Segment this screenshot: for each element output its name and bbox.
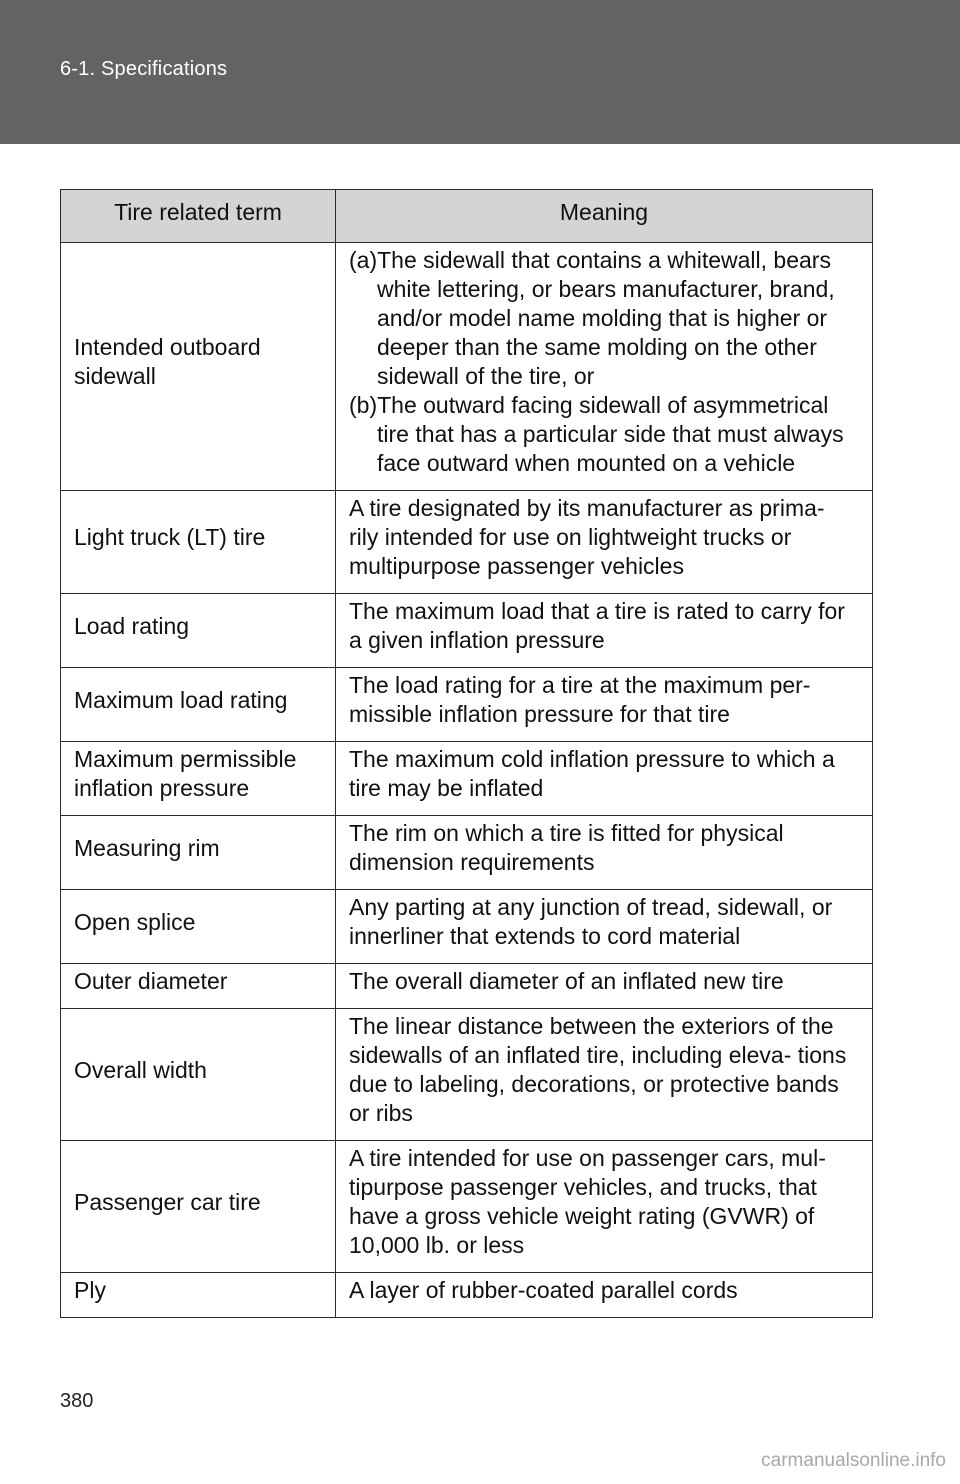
term-cell: Intended outboard sidewall xyxy=(61,243,336,491)
term-cell: Outer diameter xyxy=(61,964,336,1009)
column-header-meaning: Meaning xyxy=(336,190,873,243)
table-header-row xyxy=(61,190,873,243)
meaning-cell: The overall diameter of an inflated new tire xyxy=(336,964,873,1009)
header-bar xyxy=(0,0,960,144)
meaning-cell: The maximum load that a tire is rated to carry for a given inflation pressure xyxy=(336,594,873,668)
table-row xyxy=(61,1273,873,1318)
term-cell: Maximum permissible inflation pressure xyxy=(61,742,336,816)
table-row xyxy=(61,890,873,964)
tire-terms-table xyxy=(60,189,873,1318)
meaning-cell: The load rating for a tire at the maximum per- missible inflation pressure for that tire xyxy=(336,668,873,742)
table-row xyxy=(61,964,873,1009)
term-cell: Overall width xyxy=(61,1009,336,1141)
term-cell: Measuring rim xyxy=(61,816,336,890)
watermark: carmanualsonline.info xyxy=(761,1450,946,1471)
meaning-item-a: (a)The sidewall that contains a whitewall, bears white lettering, or bears manufacturer, brand, and/or model name molding that is higher or deeper than the same molding on the other sidewall of the tire, or xyxy=(349,247,835,389)
term-cell: Open splice xyxy=(61,890,336,964)
term-cell: Ply xyxy=(61,1273,336,1318)
meaning-cell: A layer of rubber-coated parallel cords xyxy=(336,1273,873,1318)
meaning-cell xyxy=(336,243,873,491)
table-row xyxy=(61,1141,873,1273)
table-row xyxy=(61,594,873,668)
table-row xyxy=(61,243,873,491)
meaning-cell: A tire designated by its manufacturer as prima- rily intended for use on lightweight trucks or multipurpose passenger vehicles xyxy=(336,491,873,594)
table-row xyxy=(61,816,873,890)
page-number: 380 xyxy=(60,1390,94,1412)
table-row xyxy=(61,668,873,742)
term-cell: Maximum load rating xyxy=(61,668,336,742)
term-cell: Passenger car tire xyxy=(61,1141,336,1273)
meaning-item-b: (b)The outward facing sidewall of asymmetrical tire that has a particular side that must always face outward when mounted on a vehicle xyxy=(349,392,844,476)
meaning-cell: Any parting at any junction of tread, sidewall, or innerliner that extends to cord material xyxy=(336,890,873,964)
table-row xyxy=(61,742,873,816)
section-title: 6-1. Specifications xyxy=(60,58,228,80)
term-cell: Load rating xyxy=(61,594,336,668)
meaning-cell: The maximum cold inflation pressure to which a tire may be inflated xyxy=(336,742,873,816)
meaning-cell: A tire intended for use on passenger cars, mul- tipurpose passenger vehicles, and trucks, that have a gross vehicle weight rating (GVWR) of 10,000 lb. or less xyxy=(336,1141,873,1273)
term-cell: Light truck (LT) tire xyxy=(61,491,336,594)
column-header-term: Tire related term xyxy=(61,190,336,243)
table-row xyxy=(61,1009,873,1141)
meaning-cell: The rim on which a tire is fitted for physical dimension requirements xyxy=(336,816,873,890)
meaning-cell: The linear distance between the exteriors of the sidewalls of an inflated tire, including eleva- tions due to labeling, decorations, or protective bands or ribs xyxy=(336,1009,873,1141)
table-row xyxy=(61,491,873,594)
